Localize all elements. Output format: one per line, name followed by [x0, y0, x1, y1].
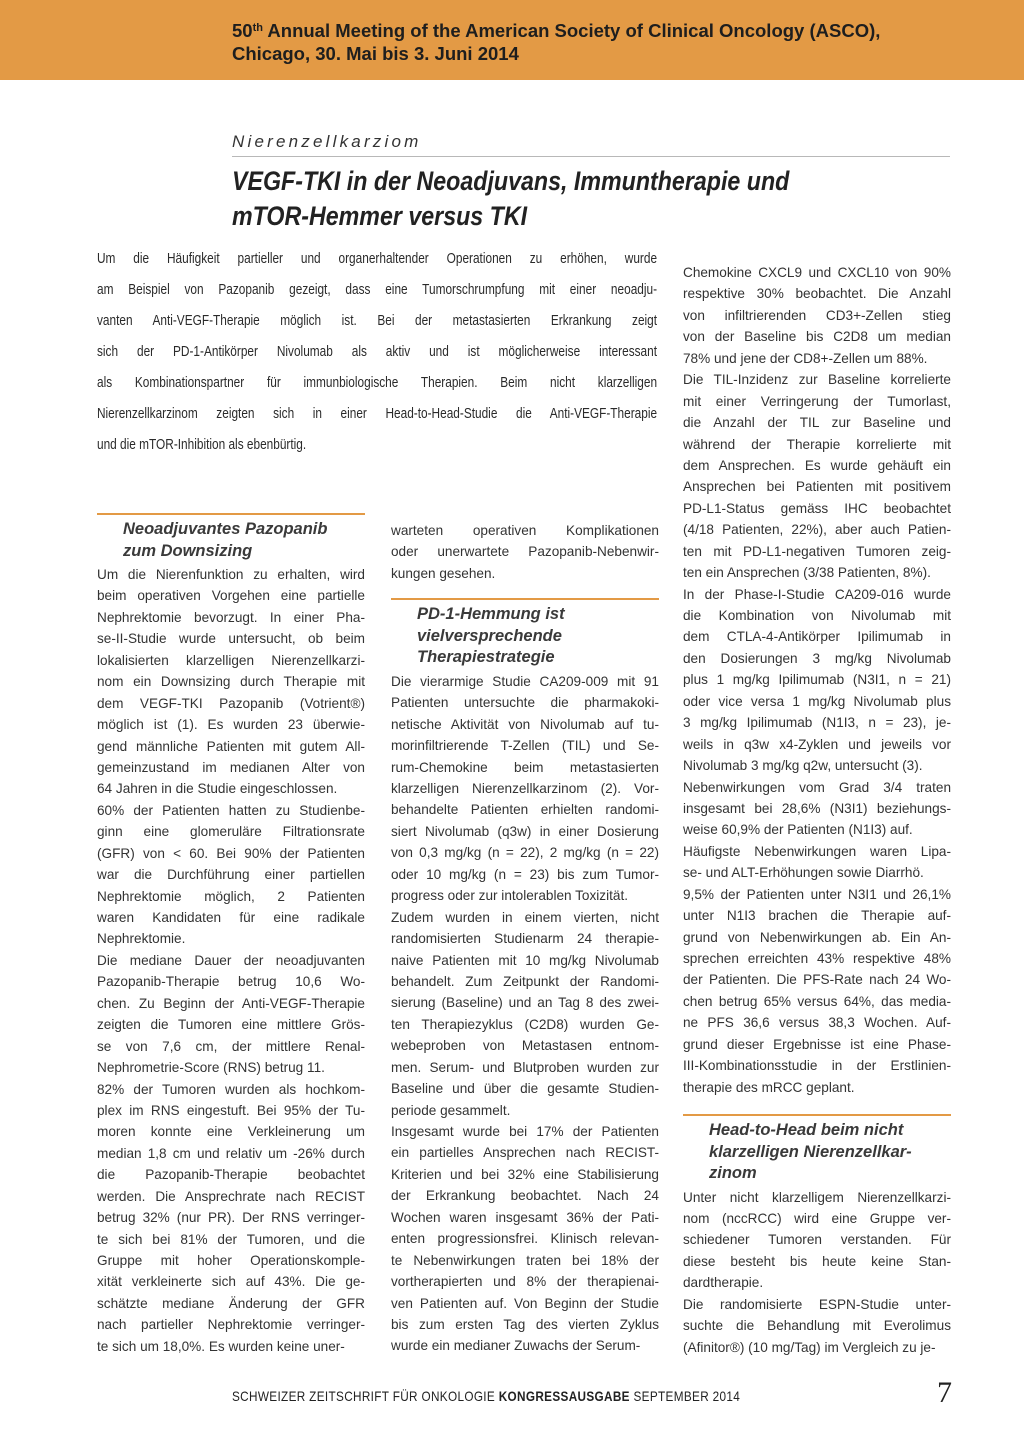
- text-line: se von 7,6 cm, der mittlere Renal-: [97, 1038, 365, 1054]
- text-line: betrug 32% (nur PR). Der RNS verringer-: [97, 1210, 365, 1226]
- text-line: Nivolumab 3 mg/kg q2w, untersucht (3).: [683, 758, 923, 774]
- text-line: (GFR) von < 60. Bei 90% der Patienten: [97, 845, 365, 861]
- text-line: Chemokine CXCL9 und CXCL10 von 90%: [683, 265, 951, 280]
- text-line: te sich bei 81% der Tumoren, und die: [97, 1231, 365, 1247]
- text-line: webeproben von Metastasen entnom-: [391, 1038, 659, 1054]
- text-line: Baseline und über die gesamte Studien-: [391, 1081, 659, 1097]
- article-title-line-2: mTOR-Hemmer versus TKI: [232, 201, 528, 231]
- header-line-1: 50th Annual Meeting of the American Society of Clinical Oncology (ASCO),: [232, 20, 881, 41]
- subheading: [391, 600, 659, 671]
- text-line: dardtherapie.: [683, 1275, 764, 1291]
- text-line: suchte die Behandlung mit Everolimus: [683, 1318, 951, 1334]
- page-number: 7: [937, 1376, 952, 1409]
- text-line: siert Nivolumab (q3w) in einer Dosierung: [391, 823, 659, 839]
- text-line: In der Phase-I-Studie CA209-016 wurde: [683, 586, 951, 602]
- text-line: den Dosierungen 3 mg/kg Nivolumab: [683, 650, 951, 666]
- text-line: Unter nicht klarzelligem Nierenzellkarzi-: [683, 1189, 951, 1205]
- text-line: sprechen erreichten 43% respektive 48%: [683, 951, 951, 966]
- text-line: se- und ALT-Erhöhungen sowie Diarrhö.: [683, 865, 924, 881]
- text-line: klarzelligen Nierenzellkarzinom (2). Vor-: [391, 781, 659, 796]
- text-line: PD-L1-Status gemäss IHC beobachtet: [683, 500, 951, 516]
- text-line: nom (nccRCC) wird eine Gruppe ver-: [683, 1211, 951, 1226]
- text-line: von der Baseline bis C2D8 um median: [683, 329, 951, 345]
- text-line: unter N1I3 brachen die Therapie auf-: [683, 908, 951, 924]
- subheading-line: zum Downsizing: [123, 541, 253, 560]
- text-line: ten ein Ansprechen (3/38 Patienten, 8%).: [683, 565, 931, 581]
- text-line: die Anzahl der TIL zur Baseline und: [683, 415, 951, 431]
- lead-line: und die mTOR-Inhibition als ebenbürtig.: [97, 436, 307, 453]
- text-line: Die vierarmige Studie CA209-009 mit 91: [391, 673, 659, 689]
- text-line: plex im RNS eingestuft. Bei 95% der Tu-: [97, 1102, 365, 1118]
- text-line: der Patienten. Die PFS-Rate nach 24 Wo-: [683, 972, 951, 988]
- text-line: 64 Jahren in die Studie eingeschlossen.: [97, 781, 338, 797]
- text-line: 78% und jene der CD8+-Zellen um 88%.: [683, 350, 928, 366]
- subheading-line: zinom: [709, 1164, 757, 1183]
- text-line: werden. Die Ansprechrate nach RECIST: [97, 1188, 365, 1204]
- text-line: waren Kandidaten für eine radikale: [97, 910, 365, 925]
- text-line: III-Kombinationsstudie in der Erstlinien-: [683, 1058, 951, 1074]
- text-line: periode gesammelt.: [391, 1102, 511, 1118]
- lead-line: vanten Anti-VEGF-Therapie möglich ist. Bei der metastasierten Erkrankung zeigt: [97, 312, 658, 329]
- text-line: enten progressionsfrei. Klinisch relevan-: [391, 1231, 659, 1247]
- text-line: chen. Zu Beginn der Anti-VEGF-Therapie: [97, 995, 365, 1011]
- text-line: oder unerwartete Pazopanib-Nebenwir-: [391, 544, 659, 560]
- text-line: sierung (Baseline) und an Tag 8 des zwei-: [391, 995, 659, 1011]
- text-line: progress oder zur intolerablen Toxizität.: [391, 888, 629, 904]
- text-line: Nephrektomie.: [97, 931, 186, 947]
- text-line: wurde ein medianer Zuwachs der Serum-: [391, 1338, 641, 1354]
- text-line: behandelt. Zum Zeitpunkt der Randomi-: [391, 973, 659, 989]
- text-line: te sich um 18,0%. Es wurden keine uner-: [97, 1338, 345, 1354]
- text-line: moren konnte eine Verkleinerung um: [97, 1124, 365, 1140]
- text-line: lokalisierten klarzelligen Nierenzellkarzi-: [97, 652, 365, 668]
- column-2: [391, 520, 659, 1357]
- text-line: gemeinzustand im medianen Alter von: [97, 759, 365, 775]
- text-line: netische Aktivität von Nivolumab auf tu-: [391, 716, 659, 732]
- text-line: beim operativen Vorgehen eine partielle: [97, 588, 365, 604]
- text-line: ne PFS 36,6 versus 38,3 Wochen. Auf-: [683, 1015, 951, 1031]
- text-line: diese besteht bis heute keine Stan-: [683, 1253, 951, 1269]
- subheading-line: Neoadjuvantes Pazopanib: [123, 520, 328, 538]
- text-line: nach partieller Nephrektomie verringer-: [97, 1317, 365, 1333]
- text-line: bis zum ersten Tag des vierten Zyklus: [391, 1316, 659, 1332]
- footer-journal: SCHWEIZER ZEITSCHRIFT FÜR ONKOLOGIE KONGRESSAUSGABE SEPTEMBER 2014: [232, 1388, 741, 1404]
- text-line: (4/18 Patienten, 22%), aber auch Patien-: [683, 522, 951, 538]
- lead-line: am Beispiel von Pazopanib gezeigt, dass eine Tumorschrumpfung mit einer neoadju-: [97, 281, 658, 298]
- text-line: nom ein Downsizing durch Therapie mit: [97, 674, 365, 690]
- text-line: Die mediane Dauer der neoadjuvanten: [97, 952, 365, 968]
- subheading-line: vielversprechende: [417, 626, 562, 645]
- text-line: schätzte mediane Änderung der GFR: [97, 1295, 365, 1311]
- text-line: weise 60,9% der Patienten (N1I3) auf.: [683, 822, 913, 838]
- text-line: von infiltrierenden CD3+-Zellen stieg: [683, 307, 951, 323]
- text-line: randomisierten Studienarm 24 therapie-: [391, 931, 659, 947]
- text-line: men. Serum- und Blutproben wurden zur: [391, 1059, 659, 1075]
- text-line: Nephrektomie möglich, 2 Patienten: [97, 888, 365, 904]
- text-line: möglich ist (1). Es wurden 23 überwie-: [97, 717, 365, 733]
- lead-line: Um die Häufigkeit partieller und organerhaltender Operationen zu erhöhen, wurde: [97, 250, 658, 267]
- text-line: warteten operativen Komplikationen: [391, 523, 659, 538]
- text-line: Die randomisierte ESPN-Studie unter-: [683, 1296, 951, 1312]
- subheading: [683, 1116, 951, 1187]
- text-line: Nebenwirkungen vom Grad 3/4 traten: [683, 779, 951, 795]
- lead-line: sich der PD-1-Antikörper Nivolumab als aktiv und ist möglicherweise interessant: [97, 343, 658, 360]
- text-line: dem CTLA-4-Antikörper Ipilimumab in: [683, 629, 951, 645]
- text-line: die Kombination von Nivolumab mit: [683, 608, 951, 623]
- text-line: Pazopanib-Therapie betrug 10,6 Wo-: [97, 974, 365, 990]
- text-line: behandelte Patienten erhielten randomi-: [391, 802, 659, 818]
- text-line: Die TIL-Inzidenz zur Baseline korrelierte: [683, 372, 951, 388]
- section-rule: [232, 156, 950, 157]
- text-line: Zudem wurden in einem vierten, nicht: [391, 909, 659, 925]
- text-line: se-II-Studie wurde untersucht, ob beim: [97, 631, 365, 647]
- header-line-2: Chicago, 30. Mai bis 3. Juni 2014: [232, 43, 519, 64]
- text-line: Gruppe mit hoher Operationskomple-: [97, 1253, 365, 1268]
- text-line: ten Therapiezyklus (C2D8) wurden Ge-: [391, 1016, 659, 1032]
- text-line: von 0,3 mg/kg (n = 22), 2 mg/kg (n = 22): [391, 845, 659, 861]
- section-label: Nierenzellkarziom: [232, 132, 422, 151]
- subheading: [97, 515, 365, 564]
- text-line: 3 mg/kg Ipilimumab (N1I3, n = 23), je-: [683, 715, 951, 731]
- text-line: oder 10 mg/kg (n = 23) bis zum Tumor-: [391, 866, 659, 882]
- text-line: Kriterien und bei 32% eine Stabilisierung: [391, 1166, 659, 1182]
- subheading-line: PD-1-Hemmung ist: [417, 605, 565, 624]
- text-line: Patienten untersuchte die pharmakoki-: [391, 695, 659, 711]
- text-line: Ansprechen bei Patienten mit positivem: [683, 479, 951, 495]
- text-line: Nephrektomie bevorzugt. In einer Pha-: [97, 609, 365, 625]
- text-line: dem Ansprechen. Es wurde gehäuft ein: [683, 457, 951, 473]
- text-line: ginn eine glomeruläre Filtrationsrate: [97, 824, 365, 840]
- text-line: war die Durchführung einer partiellen: [97, 867, 365, 883]
- text-line: oder vice versa 1 mg/kg Nivolumab plus: [683, 693, 951, 709]
- text-line: insgesamt bei 28,6% (N3I1) beziehungs-: [683, 800, 951, 816]
- subheading-line: Therapiestrategie: [417, 648, 555, 667]
- text-line: mit einer Verringerung der Tumorlast,: [683, 393, 951, 409]
- text-line: gend männliche Patienten mit gutem All-: [97, 738, 365, 754]
- text-line: die Pazopanib-Therapie beobachtet: [97, 1167, 365, 1183]
- text-line: Häufigste Nebenwirkungen waren Lipa-: [683, 843, 951, 859]
- text-line: dem VEGF-TKI Pazopanib (Votrient®): [97, 695, 365, 711]
- text-line: respektive 30% beobachtet. Die Anzahl: [683, 286, 951, 302]
- text-line: plus 1 mg/kg Ipilimumab (N3I1, n = 21): [683, 672, 951, 688]
- text-line: 60% der Patienten hatten zu Studienbe-: [97, 802, 365, 818]
- text-line: ten mit PD-L1-negativen Tumoren zeig-: [683, 543, 951, 559]
- lead-line: Nierenzellkarzinom zeigten sich in einer Head-to-Head-Studie die Anti-VEGF-Therapie: [97, 405, 658, 422]
- text-line: der Erkrankung beobachtet. Nach 24: [391, 1188, 659, 1204]
- text-line: Nephrometrie-Score (RNS) betrug 11.: [97, 1060, 325, 1076]
- column-3: [683, 262, 951, 1358]
- text-line: grund dieser Ergebnisse ist eine Phase-: [683, 1036, 951, 1052]
- lead-line: als Kombinationspartner für immunbiologische Therapien. Beim nicht klarzelligen: [97, 374, 658, 391]
- article-title-line-1: VEGF-TKI in der Neoadjuvans, Immuntherapie und: [232, 166, 790, 196]
- text-line: Um die Nierenfunktion zu erhalten, wird: [97, 567, 365, 582]
- text-line: te Nebenwirkungen traten bei 18% der: [391, 1252, 659, 1268]
- text-line: schiedener Tumoren verstanden. Für: [683, 1232, 951, 1248]
- text-line: therapie des mRCC geplant.: [683, 1079, 855, 1095]
- text-line: (Afinitor®) (10 mg/Tag) im Vergleich zu je-: [683, 1339, 936, 1355]
- text-line: Insgesamt wurde bei 17% der Patienten: [391, 1124, 659, 1139]
- column-1: [97, 513, 365, 1357]
- text-line: vortherapierten und 8% der therapienai-: [391, 1274, 659, 1290]
- text-line: Wochen waren insgesamt 36% der Pati-: [391, 1209, 659, 1225]
- text-line: median 1,8 cm und relativ um -26% durch: [97, 1145, 365, 1161]
- text-line: xität verkleinerte sich auf 43%. Die ge-: [97, 1274, 365, 1290]
- text-line: morinfiltrierende T-Zellen (TIL) und Se-: [391, 738, 659, 754]
- text-line: kungen gesehen.: [391, 565, 496, 581]
- subheading-line: Head-to-Head beim nicht: [709, 1121, 904, 1140]
- text-line: chen betrug 65% versus 64%, das media-: [683, 993, 951, 1009]
- text-line: zeigten die Tumoren eine mittlere Grös-: [97, 1017, 365, 1033]
- text-line: während der Therapie korrelierte mit: [683, 436, 951, 452]
- text-line: grund von Nebenwirkungen ab. Ein An-: [683, 929, 951, 945]
- text-line: ein partielles Ansprechen nach RECIST-: [391, 1145, 659, 1161]
- subheading-line: klarzelligen Nierenzellkar-: [709, 1142, 912, 1161]
- text-line: naive Patienten mit 10 mg/kg Nivolumab: [391, 952, 659, 968]
- text-line: 82% der Tumoren wurden als hochkom-: [97, 1081, 365, 1097]
- text-line: ven Patienten auf. Von Beginn der Studie: [391, 1295, 659, 1311]
- text-line: rum-Chemokine beim metastasierten: [391, 759, 659, 775]
- text-line: 9,5% der Patienten unter N3I1 und 26,1%: [683, 886, 951, 902]
- text-line: weils in q3w x4-Zyklen und jeweils vor: [683, 736, 951, 752]
